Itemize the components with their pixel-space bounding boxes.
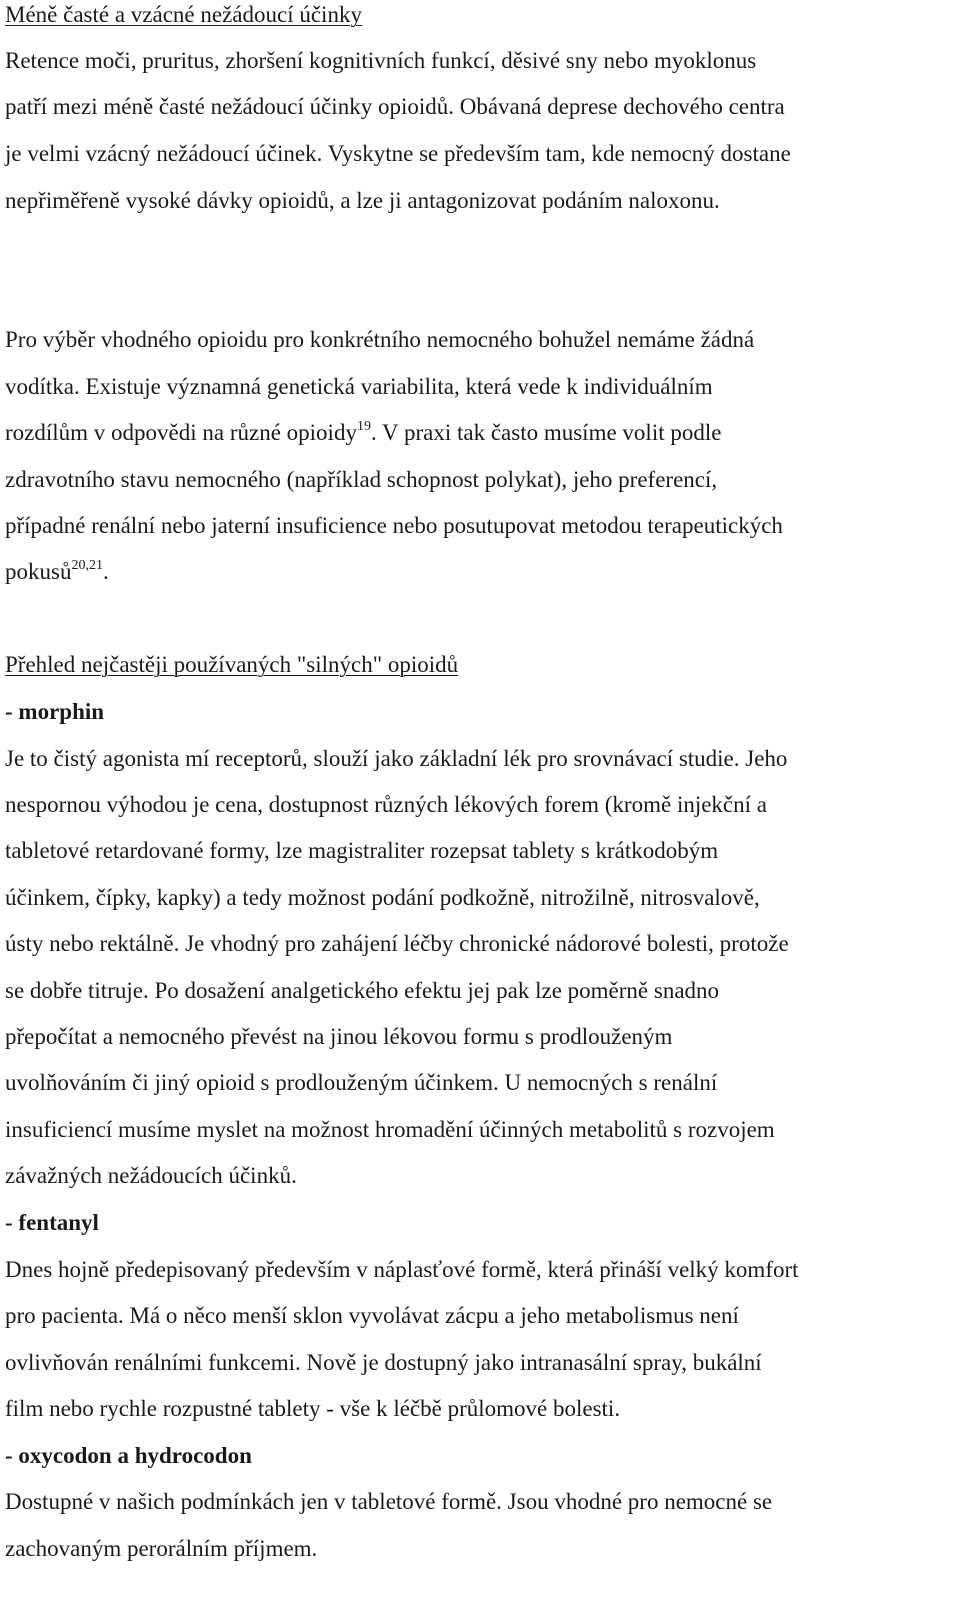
paragraph-line: Retence moči, pruritus, zhoršení kognitivních funkcí, děsivé sny nebo myoklonus: [5, 48, 757, 73]
paragraph-line: případné renální nebo jaterní insuficience nebo posutupovat metodou terapeutických: [5, 513, 783, 538]
paragraph-line: Dostupné v našich podmínkách jen v tabletové formě. Jsou vhodné pro nemocné se: [5, 1489, 773, 1514]
paragraph-line: závažných nežádoucích účinků.: [5, 1163, 297, 1188]
text-segment: . V praxi tak často musíme volit podle: [370, 420, 722, 445]
paragraph-line: se dobře titruje. Po dosažení analgetického efektu jej pak lze poměrně snadno: [5, 978, 720, 1003]
paragraph-line: film nebo rychle rozpustné tablety - vše k léčbě průlomové bolesti.: [5, 1396, 621, 1421]
paragraph-line: ústy nebo rektálně. Je vhodný pro zahájení léčby chronické nádorové bolesti, protože: [5, 931, 789, 956]
paragraph-line: Pro výběr vhodného opioidu pro konkrétního nemocného bohužel nemáme žádná: [5, 327, 755, 352]
citation-superscript: 19: [356, 419, 371, 434]
paragraph-line: Je to čistý agonista mí receptorů, slouží jako základní lék pro srovnávací studie. Jeho: [5, 746, 788, 771]
paragraph-line: zdravotního stavu nemocného (například schopnost polykat), jeho preferencí,: [5, 467, 718, 492]
paragraph-line: uvolňováním či jiný opioid s prodlouženým účinkem. U nemocných s renální: [5, 1070, 718, 1095]
paragraph-line: vodítka. Existuje významná genetická variabilita, která vede k individuálním: [5, 374, 713, 399]
paragraph-line: přepočítat a nemocného převést na jinou lékovou formu s prodlouženým: [5, 1024, 673, 1049]
paragraph-line: tabletové retardované formy, lze magistraliter rozepsat tablety s krátkodobým: [5, 838, 719, 863]
text-segment: .: [102, 559, 109, 584]
text-segment: pokusů: [5, 559, 72, 584]
section-heading-opioids: Přehled nejčastěji používaných "silných" opioidů: [5, 652, 459, 677]
paragraph-line: nespornou výhodou je cena, dostupnost různých lékových forem (kromě injekční a: [5, 792, 767, 817]
drug-title-oxycodon: - oxycodon a hydrocodon: [5, 1443, 252, 1468]
citation-superscript: 20,21: [71, 558, 103, 573]
paragraph-line: pro pacienta. Má o něco menší sklon vyvolávat zácpu a jeho metabolismus není: [5, 1303, 739, 1328]
paragraph-line: účinkem, čípky, kapky) a tedy možnost podání podkožně, nitrožilně, nitrosvalově,: [5, 885, 760, 910]
section-heading-side-effects: Méně časté a vzácné nežádoucí účinky: [5, 2, 362, 27]
paragraph-line: [5, 418, 721, 452]
paragraph-line: insuficiencí musíme myslet na možnost hromadění účinných metabolitů s rozvojem: [5, 1117, 775, 1142]
paragraph-line: Dnes hojně předepisovaný především v náplasťové formě, která přináší velký komfort: [5, 1257, 799, 1282]
paragraph-line: nepřiměřeně vysoké dávky opioidů, a lze ji antagonizovat podáním naloxonu.: [5, 188, 720, 213]
paragraph-line: [5, 557, 109, 591]
paragraph-line: patří mezi méně časté nežádoucí účinky opioidů. Obávaná deprese dechového centra: [5, 94, 785, 119]
paragraph-line: je velmi vzácný nežádoucí účinek. Vyskytne se především tam, kde nemocný dostane: [5, 141, 791, 166]
paragraph-line: ovlivňován renálními funkcemi. Nově je dostupný jako intranasální spray, bukální: [5, 1350, 762, 1375]
text-segment: rozdílům v odpovědi na různé opioidy: [5, 420, 357, 445]
drug-title-morphin: - morphin: [5, 699, 105, 724]
paragraph-line: zachovaným perorálním příjmem.: [5, 1536, 318, 1561]
drug-title-fentanyl: - fentanyl: [5, 1210, 99, 1235]
